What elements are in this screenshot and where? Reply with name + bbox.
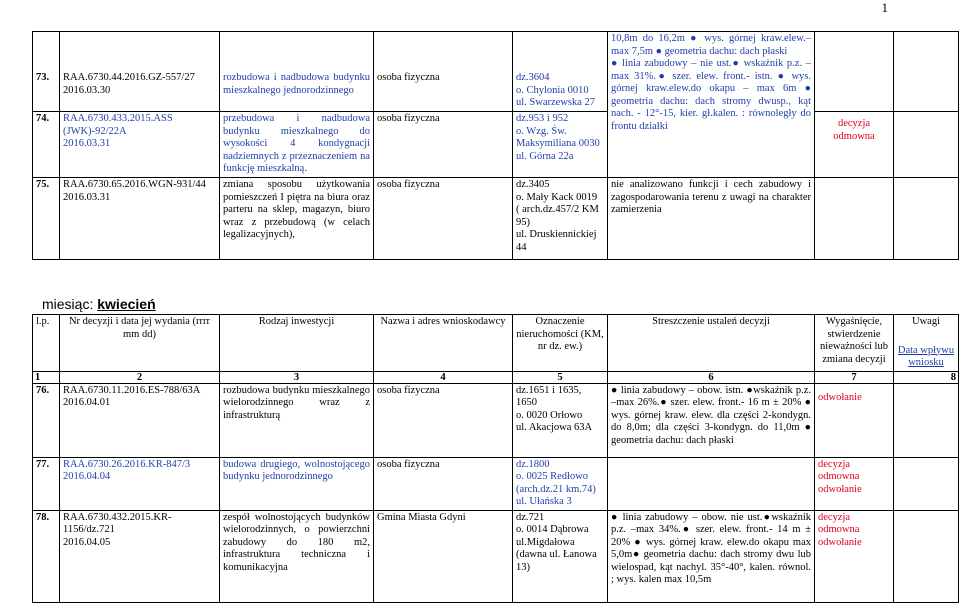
header-decision: Nr decyzji i data jej wydania (rrrr mm dd) (60, 315, 220, 372)
row-decision (60, 178, 220, 260)
row-lp: 73. (33, 32, 60, 112)
table-row (33, 178, 959, 260)
col-number: 1 (33, 371, 60, 383)
header-investment-type: Rodzaj inwestycji (220, 315, 374, 372)
col-number: 7 (815, 371, 894, 383)
table-row (33, 383, 959, 457)
investment-type: zmiana sposobu użytkowania pomieszczeń I piętra na biura oraz parteru na sklep, magazyn, biuro wraz z przebudową (w celach legalizacyjnych), (220, 178, 374, 260)
row-lp: 77. (33, 457, 60, 510)
investment-type: rozbudowa budynku mieszkalnego wielorodzinnego wraz z infrastrukturą (220, 383, 374, 457)
col-number: 2 (60, 371, 220, 383)
row-decision (60, 457, 220, 510)
table-header-row (33, 315, 959, 372)
table-row (33, 32, 959, 112)
expiry (815, 32, 894, 112)
applicant: osoba fizyczna (374, 178, 513, 260)
property: dz.1651 i 1635, 1650 o. 0020 Orłowo ul. Akacjowa 63A (513, 383, 608, 457)
remarks (894, 383, 959, 457)
row-decision (60, 112, 220, 178)
header-summary: Streszczenie ustaleń decyzji (608, 315, 815, 372)
decisions-table-march (32, 31, 959, 260)
row-decision (60, 383, 220, 457)
property: dz.953 i 952 o. Wzg. Św. Maksymiliana 0030 ul. Górna 22a (513, 112, 608, 178)
remarks (894, 178, 959, 260)
property: dz.3405 o. Mały Kack 0019 ( arch.dz.457/2 KM 95) ul. Druskiennickiej 44 (513, 178, 608, 260)
col-number: 5 (513, 371, 608, 383)
decision-number: RAA.6730.433.2015.ASS (JWK)-92/22A (63, 113, 173, 137)
findings-summary: nie analizowano funkcji i cech zabudowy i zagospodarowania terenu z uwagi na charakter zamierzenia (608, 178, 815, 260)
decision-number: RAA.6730.65.2016.WGN-931/44 (63, 179, 206, 190)
findings-summary: ● linia zabudowy – obow. nie ust.●wskaźnik p.z. –max 34%.● szer. elew. front.- 14 m ± 20% ● wys. górnej kraw. elew.do okapu max 5,0m● geometria dachu: dach stromy dwu lub wielospad, kąt nachyl. 35°-40°, kalen. równol. ; wys. kalen max 10,5m (608, 510, 815, 602)
decision-number: RAA.6730.44.2016.GZ-557/27 (63, 72, 195, 83)
remarks (894, 112, 959, 178)
investment-type: przebudowa i nadbudowa budynku mieszkalnego do wysokości 4 kondygnacji nadziemnych z przeznaczeniem na funkcję mieszkalną. (220, 112, 374, 178)
decision-number: RAA.6730.11.2016.ES-788/63A (63, 384, 201, 396)
property: dz.3604 o. Chylonia 0010 ul. Swarzewska 27 (513, 32, 608, 112)
row-decision (60, 510, 220, 602)
property: dz.1800 o. 0025 Redłowo (arch.dz.21 km.74) ul. Ułańska 3 (513, 457, 608, 510)
expiry: decyzja odmowna odwołanie (815, 510, 894, 602)
applicant: osoba fizyczna (374, 383, 513, 457)
investment-type: rozbudowa i nadbudowa budynku mieszkalnego jednorodzinnego (220, 32, 374, 112)
col-number: 4 (374, 371, 513, 383)
decision-date: 2016.03.31 (63, 138, 111, 149)
header-remarks (894, 315, 959, 372)
header-property: Oznaczenie nieruchomości (KM, nr dz. ew.) (513, 315, 608, 372)
month-label: miesiąc: (42, 296, 94, 312)
row-lp: 74. (33, 112, 60, 178)
row-lp: 78. (33, 510, 60, 602)
decision-date: 2016.04.01 (63, 397, 111, 408)
remarks-label: Uwagi (912, 316, 940, 327)
applicant: Gmina Miasta Gdyni (374, 510, 513, 602)
investment-type: budowa drugiego, wolnostojącego budynku jednorodzinnego (220, 457, 374, 510)
column-number-row (33, 371, 959, 383)
applicant: osoba fizyczna (374, 457, 513, 510)
expiry: decyzja odmowna (815, 112, 894, 178)
header-expiry: Wygaśnięcie, stwierdzenie nieważności lub zmiana decyzji (815, 315, 894, 372)
table-row (33, 510, 959, 602)
decision-date: 2016.04.05 (63, 536, 111, 548)
decision-date: 2016.03.30 (63, 84, 111, 96)
col-number: 3 (220, 371, 374, 383)
header-lp: l.p. (33, 315, 60, 372)
applicant: osoba fizyczna (374, 112, 513, 178)
table-row (33, 457, 959, 510)
table-row (33, 112, 959, 178)
findings-summary: 10,8m do 16,2m ● wys. górnej kraw.elew.– max 7,5m ● geometria dachu: dach płaski ● linia zabudowy – nie ust.● wskaźnik p.z. – max 31%.● szer. elew. front.- istn. ● wys. górnej kraw.elew.do okapu – max 6m ● geometria dachu: dach stromy dwusp., kąt nach. - 12°-15, kier. gł.kalen. : równoległy do frontu działki (608, 32, 815, 178)
remarks (894, 510, 959, 602)
findings-summary (608, 457, 815, 510)
page-number: 1 (881, 0, 888, 15)
decision-date: 2016.04.04 (63, 471, 111, 482)
remarks (894, 457, 959, 510)
findings-summary: ● linia zabudowy – obow. istn. ●wskaźnik p.z. –max 26%.● szer. elew. front.- 16 m ± 20% ● wys. górnej kraw. elew. dla części 2-kondygn. do 8,0m; dla części 3-kondygn. do 11,0m ● geometria dachu: dach płaski (608, 383, 815, 457)
application-date-link[interactable]: Data wpływu wniosku (897, 344, 955, 368)
row-lp: 75. (33, 178, 60, 260)
expiry: odwołanie (815, 383, 894, 457)
row-decision (60, 32, 220, 112)
remarks (894, 32, 959, 112)
expiry: decyzja odmowna odwołanie (815, 457, 894, 510)
decision-date: 2016.03.31 (63, 191, 111, 203)
month-heading (42, 296, 156, 312)
row-lp: 76. (33, 383, 60, 457)
header-applicant: Nazwa i adres wnioskodawcy (374, 315, 513, 372)
decision-number: RAA.6730.432.2015.KR-1156/dz.721 (63, 511, 172, 535)
investment-type: zespół wolnostojących budynków wielorodzinnych, o powierzchni zabudowy do 180 m2, infrastruktura techniczna i komunikacyjna (220, 510, 374, 602)
expiry (815, 178, 894, 260)
col-number: 6 (608, 371, 815, 383)
property: dz.721 o. 0014 Dąbrowa ul.Migdałowa (dawna ul. Łanowa 13) (513, 510, 608, 602)
applicant: osoba fizyczna (374, 32, 513, 112)
decision-number: RAA.6730.26.2016.KR-847/3 (63, 458, 191, 470)
month-value: kwiecień (97, 296, 156, 312)
col-number: 8 (894, 371, 959, 383)
decisions-table-april (32, 314, 959, 603)
